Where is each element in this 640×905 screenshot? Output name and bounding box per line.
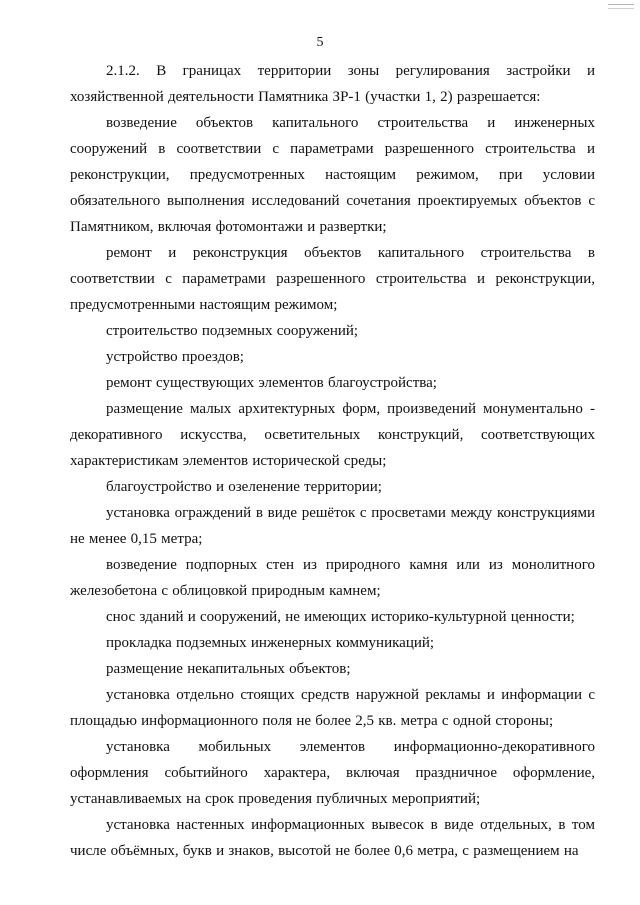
- paragraph-item: ремонт и реконструкция объектов капитального строительства в соответствии с параметрами разрешенного строительства и реконструкции, предусмотренными настоящим режимом;: [70, 245, 595, 313]
- paragraph-item: устройство проездов;: [106, 349, 244, 365]
- paragraph-item: возведение подпорных стен из природного камня или из монолитного железобетона с облицовкой природным камнем;: [70, 557, 595, 599]
- paragraph-item: установка отдельно стоящих средств наружной рекламы и информации с площадью информационного поля не более 2,5 кв. метра с одной стороны;: [70, 687, 595, 729]
- paragraph-item: прокладка подземных инженерных коммуникаций;: [106, 635, 435, 651]
- paragraph-item: размещение некапитальных объектов;: [106, 661, 351, 677]
- document-body: [70, 58, 595, 864]
- paragraph-section-heading: 2.1.2. В границах территории зоны регулирования застройки и хозяйственной деятельности Памятника ЗР-1 (участки 1, 2) разрешается:: [70, 63, 595, 105]
- scan-corner-mark: [608, 4, 634, 9]
- paragraph-item: ремонт существующих элементов благоустройства;: [106, 375, 437, 391]
- paragraph-item: возведение объектов капитального строительства и инженерных сооружений в соответствии с параметрами разрешенного строительства и реконструкции, предусмотренных настоящим режимом, при условии обязательного выполнения исследований сочетания проектируемых объектов с Памятником, включая фотомонтажи и развертки;: [70, 115, 595, 235]
- paragraph-item: снос зданий и сооружений, не имеющих историко-культурной ценности;: [106, 609, 575, 625]
- paragraph-item: размещение малых архитектурных форм, произведений монументально - декоративного искусства, осветительных конструкций, соответствующих характеристикам элементов исторической среды;: [70, 401, 595, 469]
- paragraph-item: установка ограждений в виде решёток с просветами между конструкциями не менее 0,15 метра;: [70, 505, 595, 547]
- paragraph-item: установка настенных информационных вывесок в виде отдельных, в том числе объёмных, букв и знаков, высотой не более 0,6 метра, с размещением на: [70, 817, 595, 859]
- page-number: 5: [316, 35, 324, 50]
- paragraph-item: строительство подземных сооружений;: [106, 323, 359, 339]
- paragraph-item: благоустройство и озеленение территории;: [106, 479, 382, 495]
- paragraph-item: установка мобильных элементов информационно-декоративного оформления событийного характера, включая праздничное оформление, устанавливаемых на срок проведения публичных мероприятий;: [70, 739, 595, 807]
